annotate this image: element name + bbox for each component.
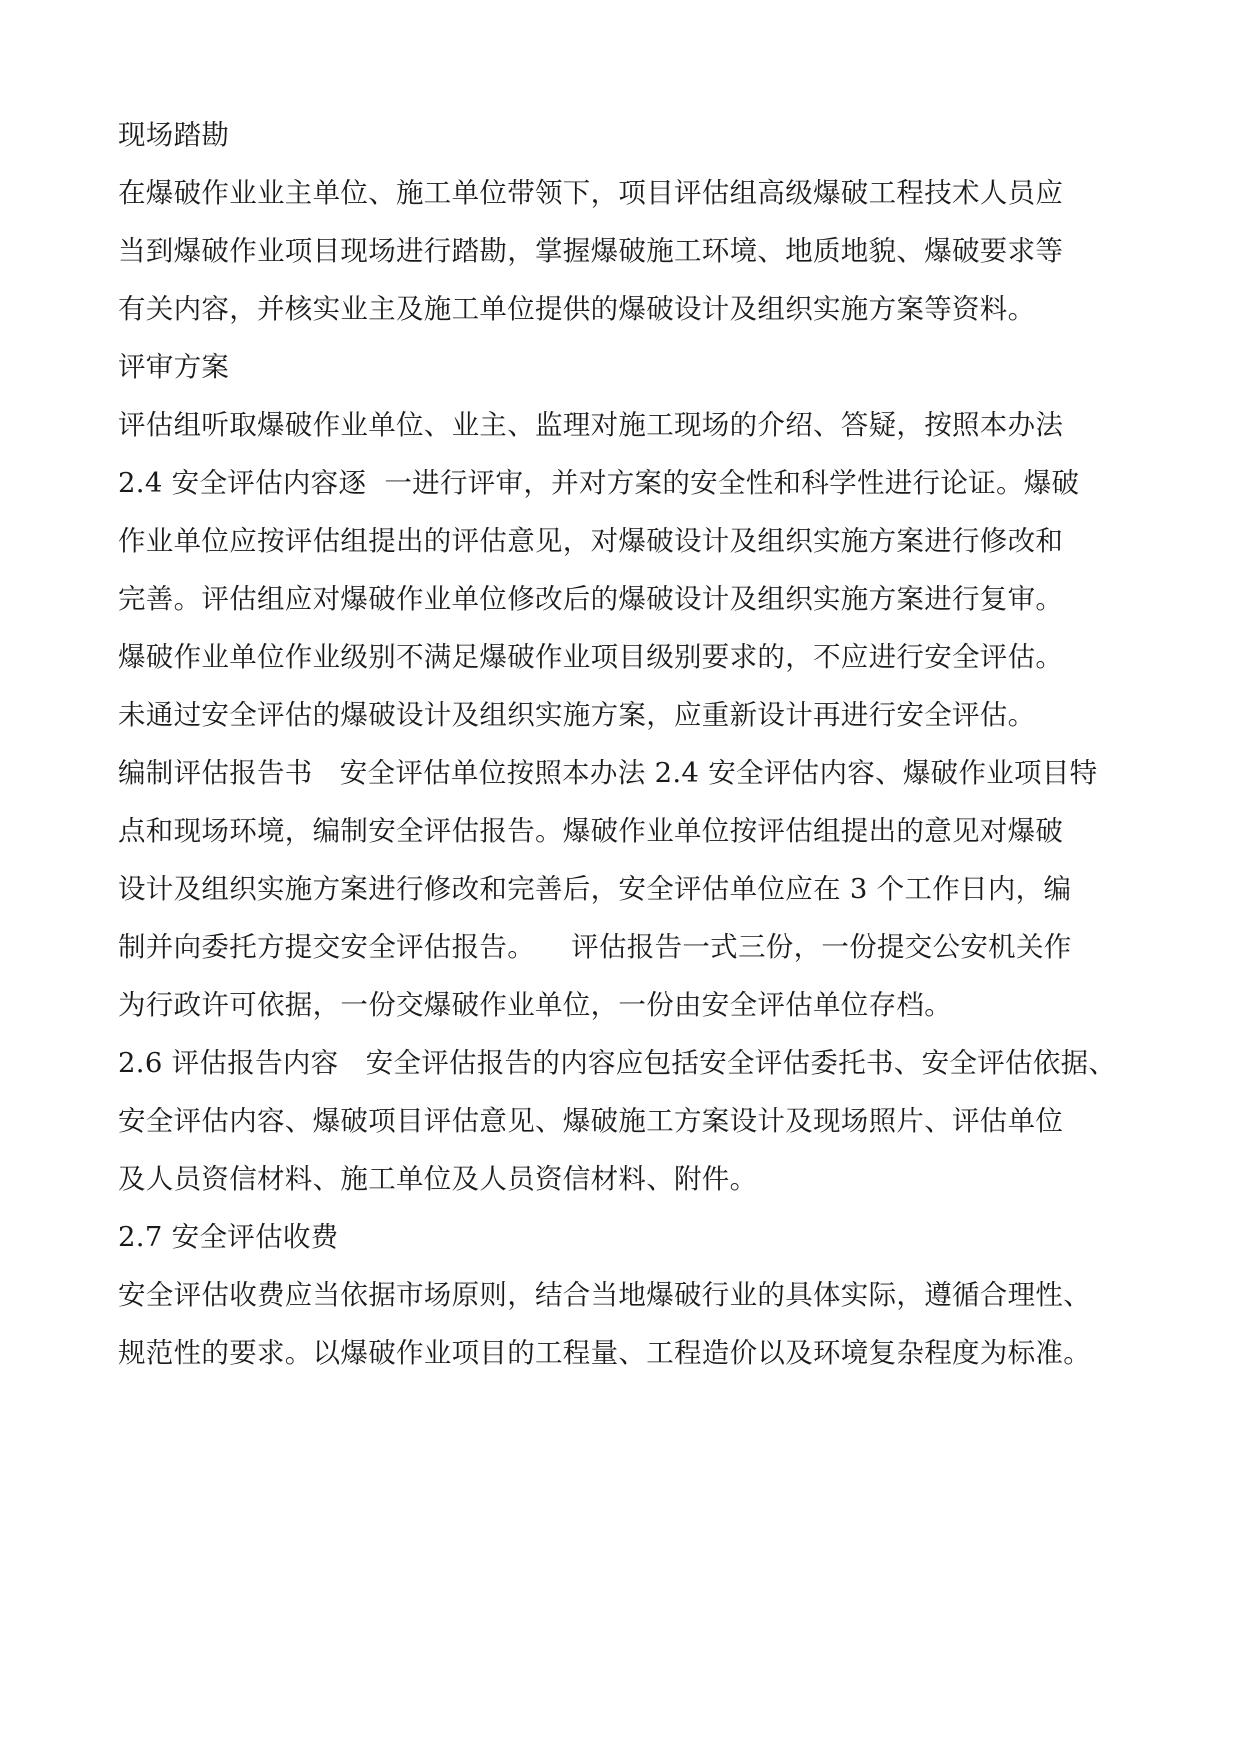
paragraph-line: 为行政许可依据，一份交爆破作业单位，一份由安全评估单位存档。	[118, 989, 952, 1021]
paragraph-line: 安全评估内容、爆破项目评估意见、爆破施工方案设计及现场照片、评估单位	[118, 1105, 1064, 1137]
paragraph-line: 在爆破作业业主单位、施工单位带领下，项目评估组高级爆破工程技术人员应	[118, 177, 1064, 209]
paragraph-line: 未通过安全评估的爆破设计及组织实施方案，应重新设计再进行安全评估。	[118, 699, 1036, 731]
paragraph-line: 编制评估报告书 安全评估单位按照本办法 2.4 安全评估内容、爆破作业项目特	[118, 757, 1098, 789]
paragraph-line: 设计及组织实施方案进行修改和完善后，安全评估单位应在 3 个工作日内，编	[118, 873, 1072, 905]
heading-review-plan: 评审方案	[118, 351, 230, 383]
paragraph-line: 点和现场环境，编制安全评估报告。爆破作业单位按评估组提出的意见对爆破	[118, 815, 1064, 847]
heading-site-survey: 现场踏勘	[118, 119, 230, 151]
paragraph-line: 完善。评估组应对爆破作业单位修改后的爆破设计及组织实施方案进行复审。	[118, 583, 1064, 615]
paragraph-line: 当到爆破作业项目现场进行踏勘，掌握爆破施工环境、地质地貌、爆破要求等	[118, 235, 1064, 267]
paragraph-line: 2.4 安全评估内容逐 一进行评审，并对方案的安全性和科学性进行论证。爆破	[118, 467, 1080, 499]
heading-assessment-fees: 2.7 安全评估收费	[118, 1221, 339, 1253]
paragraph-line: 评估组听取爆破作业单位、业主、监理对施工现场的介绍、答疑，按照本办法	[118, 409, 1064, 441]
paragraph-line: 2.6 评估报告内容 安全评估报告的内容应包括安全评估委托书、安全评估依据、	[118, 1047, 1117, 1079]
paragraph-line: 制并向委托方提交安全评估报告。 评估报告一式三份，一份提交公安机关作	[118, 931, 1072, 963]
paragraph-line: 及人员资信材料、施工单位及人员资信材料、附件。	[118, 1163, 758, 1195]
paragraph-line: 作业单位应按评估组提出的评估意见，对爆破设计及组织实施方案进行修改和	[118, 525, 1064, 557]
paragraph-line: 安全评估收费应当依据市场原则，结合当地爆破行业的具体实际，遵循合理性、	[118, 1279, 1091, 1311]
paragraph-line: 爆破作业单位作业级别不满足爆破作业项目级别要求的，不应进行安全评估。	[118, 641, 1064, 673]
paragraph-line: 有关内容，并核实业主及施工单位提供的爆破设计及组织实施方案等资料。	[118, 293, 1036, 325]
paragraph-line: 规范性的要求。以爆破作业项目的工程量、工程造价以及环境复杂程度为标准。	[118, 1337, 1091, 1369]
